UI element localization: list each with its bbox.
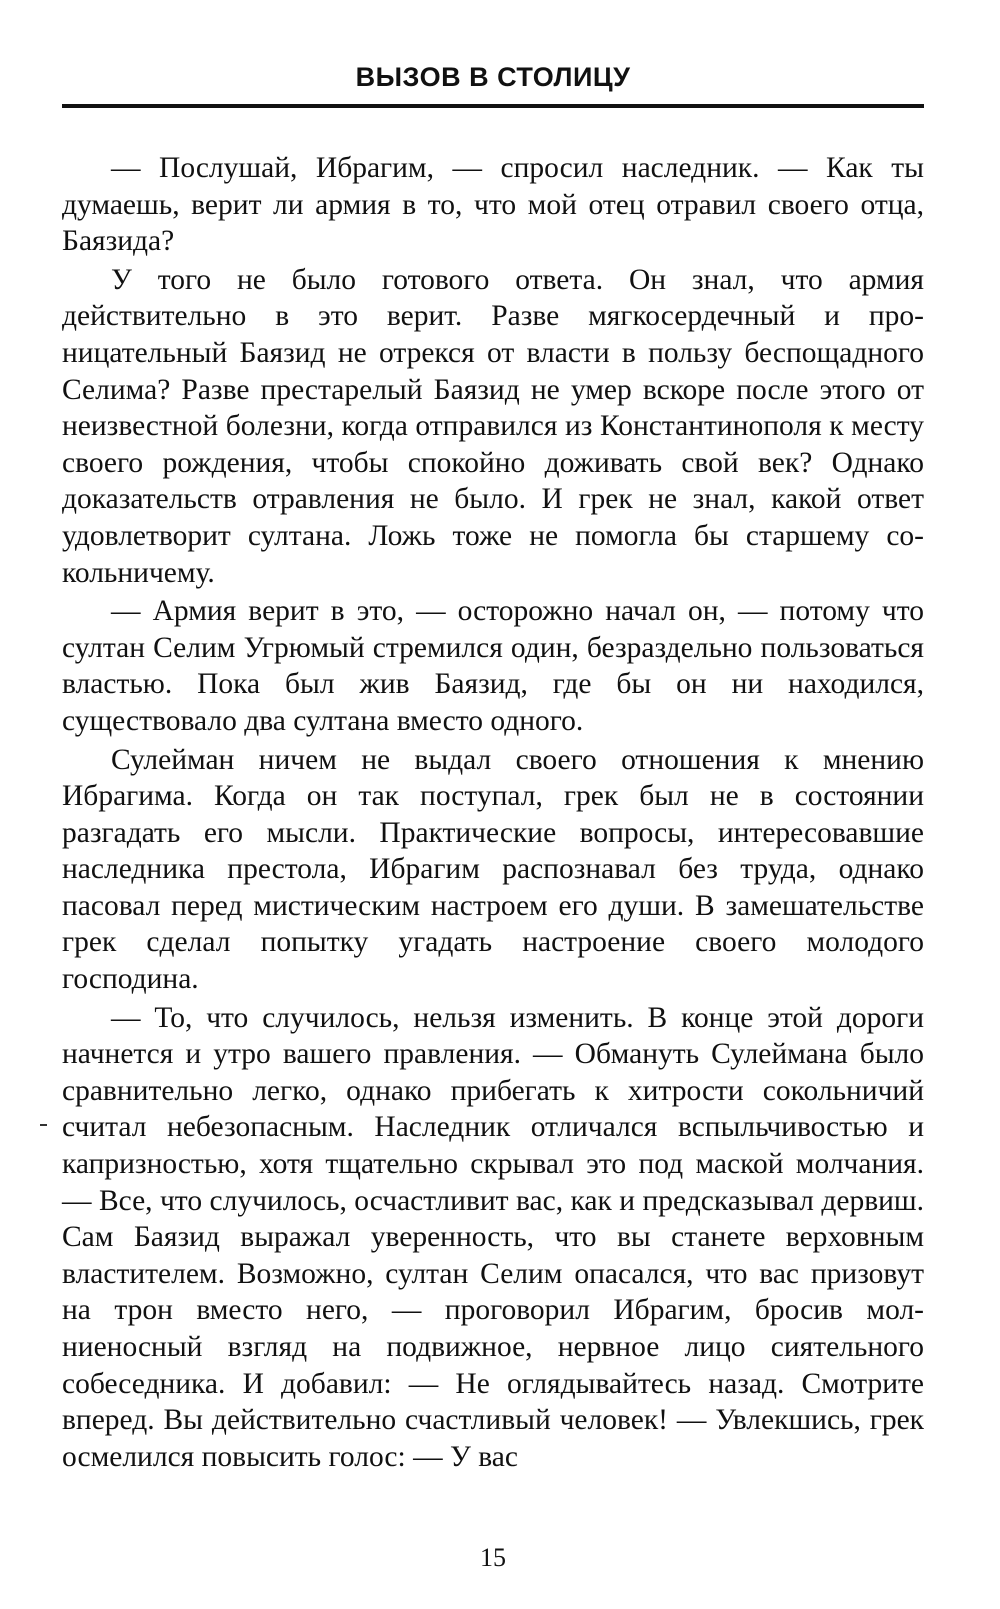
running-title: ВЫЗОВ В СТОЛИЦУ (355, 62, 631, 92)
text-body (62, 150, 924, 1477)
page-number: 15 (480, 1543, 506, 1572)
margin-mark (40, 1124, 47, 1126)
header-rule (62, 104, 924, 108)
paragraph-5: — То, что случилось, нельзя изменить. В конце этой дороги начнется и утро вашего правления. — Обмануть Сулеймана было сравнительно легко, однако прибегать к хитрости сокольничий считал небезопасным. Наследник отличался вспыльчивостью и капризностью, хотя тщательно скрывал это под маской молчания. — Все, что случилось, осчастливит вас, как и предсказывал дервиш. Сам Баязид выражал уверенность, что вы станете верховным властителем. Возможно, султан Селим опасался, что вас призовут на трон вместо него, — проговорил Ибрагим, бросив молниеносный взгляд на подвижное, нервное лицо сиятельного собеседника. И добавил: — Не оглядывайтесь назад. Смотрите вперед. Вы действительно счастливый человек! — Увлекшись, грек осмелился повысить голос: — У вас (62, 1001, 924, 1473)
paragraph-3: — Армия верит в это, — осторожно начал он, — потому что султан Селим Угрюмый стремился один, безраздельно пользоваться властью. Пока был жив Баязид, где бы он ни находился, существовало два султана вместо одного. (62, 595, 924, 737)
paragraph-1: — Послушай, Ибрагим, — спросил наследник. — Как ты думаешь, верит ли армия в то, что мой отец отравил своего отца, Баязида? (62, 152, 924, 258)
paragraph-4: Сулейман ничем не выдал своего отношения к мнению Ибрагима. Когда он так поступал, грек был не в состоянии разгадать его мысли. Практические вопросы, интересовавшие наследника престола, Ибрагим распознавал без труда, однако пасовал перед мистическим настроем его души. В замешательстве грек сделал попытку угадать настроение своего молодого господина. (62, 743, 924, 996)
paragraph-2: У того не было готового ответа. Он знал, что армия действительно в это верит. Разве мягкосердечный и проницательный Баязид не отрекся от власти в пользу беспощадного Селима? Разве престарелый Баязид не умер вскоре после этого от неизвестной болезни, когда отправился из Константинополя к месту своего рождения, чтобы спокойно доживать свой век? Однако доказательств отравления не было. И грек не знал, какой ответ удовлетворит султана. Ложь тоже не помогла бы старшему сокольничему. (62, 263, 924, 589)
